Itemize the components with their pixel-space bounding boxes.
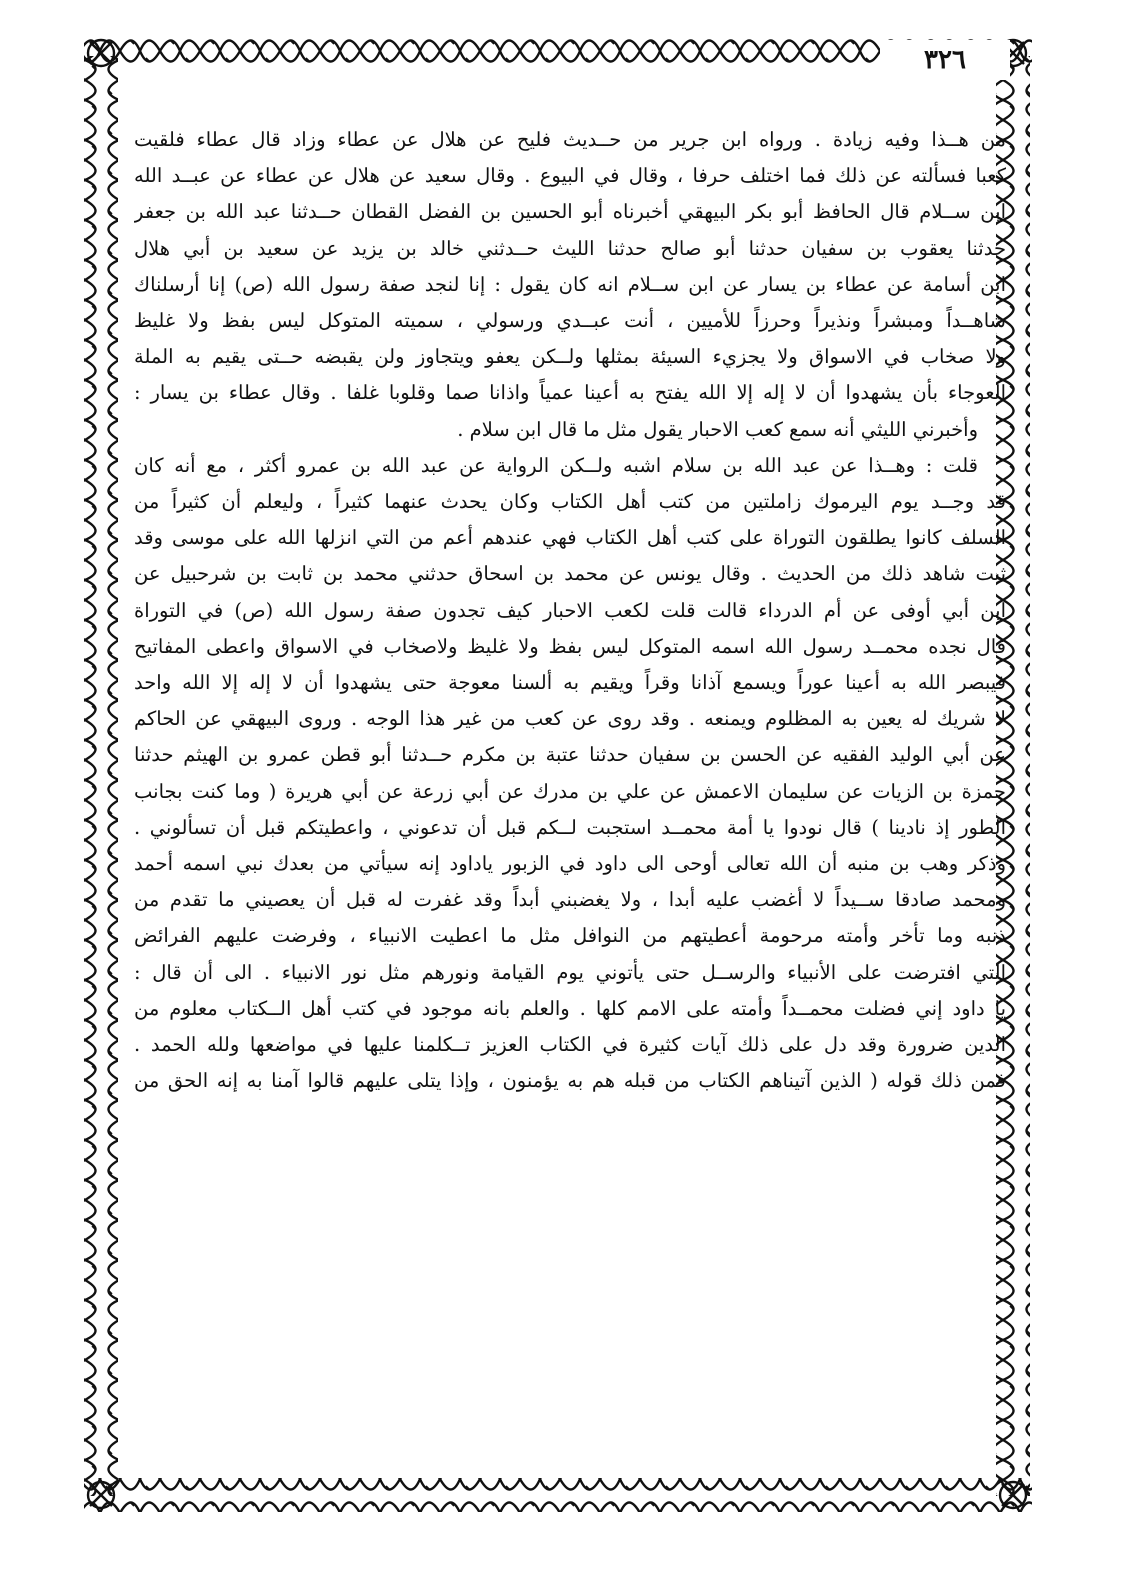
text-line: فيبصر الله به أعينا عوراً ويسمع آذانا وقراً ويقيم به ألسنا معوجة حتى يشهدوا أن لا إله إلا الله واحد [134, 671, 1006, 695]
text-line: ومحمد صادقا ســيداً لا أغضب عليه أبدا ، ولا يغضبني أبداً وقد غفرت له قبل أن يعصيني ما تقدم من [134, 888, 1006, 912]
text-line: من هــذا وفيه زيادة . ورواه ابن جرير من حــديث فليح عن هلال عن عطاء وزاد قال عطاء فلقيت [134, 128, 1006, 151]
text-line: ابن أسامة عن عطاء بن يسار عن ابن ســلام انه كان يقول : إنا لنجد صفة رسول الله (ص) إنا أرسلناك [134, 272, 1006, 296]
text-line: فمن ذلك قوله ( الذين آتيناهم الكتاب من قبله هم به يؤمنون ، وإذا يتلى عليهم قالوا آمنا به إنه الحق من [134, 1069, 1006, 1093]
text-line: شاهــداً ومبشراً ونذيراً وحرزاً للأميين ، أنت عبــدي ورسولي ، سميته المتوكل ليس بفظ ولا غليظ [134, 309, 1006, 333]
text-line: ثبت شاهد ذلك من الحديث . وقال يونس عن محمد بن اسحاق حدثني محمد بن ثابت بن شرحبيل عن [134, 562, 1006, 586]
text-line: حمزة بن الزيات عن سليمان الاعمش عن علي بن مدرك عن أبي زرعة عن أبي هريرة ( وما كنت بجانب [134, 779, 1006, 803]
paragraph-2 [134, 448, 1006, 1100]
text-line: قلت : وهــذا عن عبد الله بن سلام اشبه ولــكن الرواية عن عبد الله بن عمرو أكثر ، مع أنه كان [134, 453, 978, 477]
text-line: العوجاء بأن يشهدوا أن لا إله إلا الله يفتح به أعينا عمياً واذانا صما وقلوبا غلفا . وقال عطاء بن يسار : [134, 381, 1006, 405]
text-line: السلف كانوا يطلقون التوراة على كتب أهل الكتاب فهي عندهم أعم من التي انزلها الله على موسى وقد [134, 526, 1006, 550]
text-line: ذنبه وما تأخر وأمته مرحومة أعطيتهم من النوافل مثل ما اعطيت الانبياء ، وفرضت عليهم الفرائض [134, 924, 1006, 948]
text-line: ولا صخاب في الاسواق ولا يجزيء السيئة بمثلها ولــكن يعفو ويتجاوز ولن يقبضه حــتى يقيم به الملة [134, 345, 1006, 369]
text-line: يا داود إني فضلت محمــداً وأمته على الامم كلها . والعلم بانه موجود في كتب أهل الــكتاب معلوم من [134, 996, 1006, 1020]
text-line: التي افترضت على الأنبياء والرســل حتى يأتوني يوم القيامة ونورهم مثل نور الانبياء . الى أن قال : [134, 960, 1006, 984]
paragraph-1 [134, 122, 1006, 448]
text-line: كعبا فسألته عن ذلك فما اختلف حرفا ، وقال في البيوع . وقال سعيد عن هلال عن عطاء عن عبــد الله [134, 164, 1006, 188]
body-text [134, 122, 1006, 1099]
text-line: قال نجده محمــد رسول الله اسمه المتوكل ليس بفظ ولا غليظ ولاصخاب في الاسواق واعطى المفاتيح [134, 634, 1006, 658]
text-line: حدثنا يعقوب بن سفيان حدثنا أبو صالح حدثنا الليث حــدثني خالد بن يزيد عن سعيد بن أبي هلال [134, 236, 1006, 260]
text-line: ابن ســلام قال الحافظ أبو بكر البيهقي أخبرناه أبو الحسين بن الفضل القطان حــدثنا عبد الله بن جعفر [134, 200, 1006, 224]
text-line: عن أبي الوليد الفقيه عن الحسن بن سفيان حدثنا عتبة بن مكرم حــدثنا أبو قطن عمرو بن الهيثم حدثنا [134, 743, 1006, 767]
text-line: وذكر وهب بن منبه أن الله تعالى أوحى الى داود في الزبور ياداود إنه سيأتي من بعدك نبي اسمه أحمد [134, 852, 1006, 876]
text-line: ابن أبي أوفى عن أم الدرداء قالت قلت لكعب الاحبار كيف تجدون صفة رسول الله (ص) في التوراة [134, 598, 1006, 622]
text-line: قد وجــد يوم اليرموك زاملتين من كتب أهل الكتاب وكان يحدث عنهما كثيراً ، وليعلم أن كثيراً من [134, 490, 1006, 514]
text-line: لا شريك له يعين به المظلوم ويمنعه . وقد روى عن كعب من غير هذا الوجه . وروى البيهقي عن الحاكم [134, 707, 1006, 731]
text-line: الطور إذ نادينا ) قال نودوا يا أمة محمــد استجبت لــكم قبل أن تدعوني ، واعطيتكم قبل أن تسألوني . [134, 815, 1006, 839]
text-line: وأخبرني الليثي أنه سمع كعب الاحبار يقول مثل ما قال ابن سلام . [457, 417, 978, 441]
page-number: ٣٢٦ [880, 40, 1010, 80]
text-line: الدين ضرورة وقد دل على ذلك آيات كثيرة في الكتاب العزيز تــكلمنا عليها في مواضعها ولله الحمد . [134, 1033, 1006, 1057]
